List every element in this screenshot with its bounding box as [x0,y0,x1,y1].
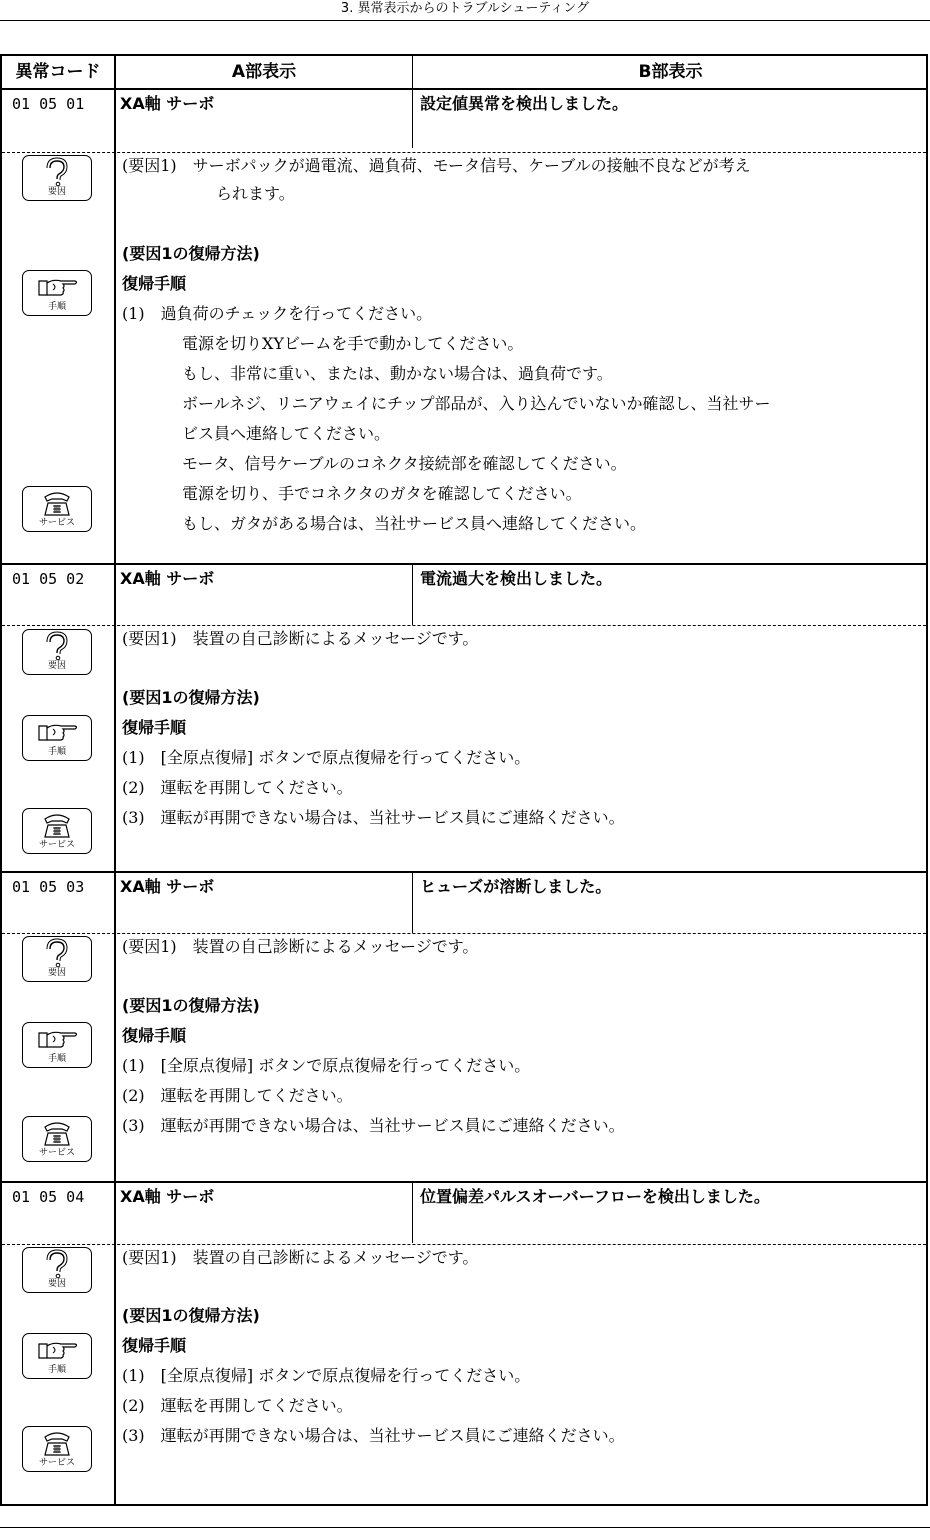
b-display-text: ヒューズが溶断しました。 [420,877,612,896]
row-divider [2,1244,926,1245]
cause-icon [22,1247,92,1293]
row-divider [2,563,926,565]
b-display-text: 電流過大を検出しました。 [420,569,613,588]
cause-icon-label: 要因 [47,1279,66,1289]
cause-icon-label: 要因 [47,187,66,197]
row-divider [2,1181,926,1183]
procedure-heading: 復帰手順 [122,274,187,293]
service-icon [22,486,92,532]
column-divider [114,56,116,1506]
recovery-heading: (要因1の復帰方法) [122,1306,260,1325]
recovery-heading: (要因1の復帰方法) [122,688,260,707]
recovery-heading: (要因1の復帰方法) [122,996,260,1015]
header-b-display: B部表示 [638,62,703,82]
procedure-step: (1) [全原点復帰] ボタンで原点復帰を行ってください。 [122,748,531,767]
cause-icon-label: 要因 [47,968,66,978]
service-icon-label: サービス [38,1148,75,1158]
column-divider [412,56,413,90]
procedure-step: (2) 運転を再開してください。 [122,1086,353,1105]
page-header [0,0,930,21]
procedure-detail: ビス員へ連絡してください。 [182,424,391,443]
b-display-text: 設定値異常を検出しました。 [420,94,629,113]
procedure-step: (1) 過負荷のチェックを行ってください。 [122,304,433,323]
procedure-icon-label: 手順 [47,747,66,757]
procedure-heading: 復帰手順 [122,718,187,737]
cause-text: られます。 [216,184,295,203]
cause-text: (要因1) 装置の自己診断によるメッセージです。 [122,1248,479,1267]
service-icon-label: サービス [38,840,75,850]
a-display-text: XA軸 サーボ [120,569,215,588]
error-code: 01 05 02 [12,570,85,588]
procedure-detail: もし、ガタがある場合は、当社サービス員へ連絡してください。 [182,514,647,533]
service-icon-label: サービス [38,1458,75,1468]
b-display-text: 位置偏差パルスオーバーフローを検出しました。 [420,1187,770,1206]
procedure-detail: モータ、信号ケーブルのコネクタ接続部を確認してください。 [182,454,627,473]
table-header-row [2,56,926,90]
procedure-step: (3) 運転が再開できない場合は、当社サービス員にご連絡ください。 [122,808,625,827]
column-divider [412,565,413,625]
procedure-detail: もし、非常に重い、または、動かない場合は、過負荷です。 [182,364,613,383]
row-divider [2,625,926,626]
cause-icon [22,155,92,201]
cause-icon-label: 要因 [47,661,66,671]
service-icon [22,1426,92,1472]
procedure-detail: ボールネジ、リニアウェイにチップ部品が、入り込んでいないか確認し、当社サー [182,394,771,413]
column-divider [412,1183,413,1243]
error-code: 01 05 03 [12,878,85,896]
procedure-step: (1) [全原点復帰] ボタンで原点復帰を行ってください。 [122,1366,531,1385]
cause-text: (要因1) 装置の自己診断によるメッセージです。 [122,629,479,648]
a-display-text: XA軸 サーボ [120,877,215,896]
procedure-icon [22,1333,92,1379]
procedure-icon [22,715,92,761]
procedure-step: (1) [全原点復帰] ボタンで原点復帰を行ってください。 [122,1056,531,1075]
row-divider [2,871,926,873]
procedure-detail: 電源を切り、手でコネクタのガタを確認してください。 [182,484,582,503]
procedure-heading: 復帰手順 [122,1026,187,1045]
column-divider [412,90,413,148]
a-display-text: XA軸 サーボ [120,94,215,113]
footer-rule [0,1527,930,1528]
cause-icon [22,936,92,982]
procedure-icon [22,1022,92,1068]
error-code: 01 05 01 [12,95,85,113]
procedure-step: (2) 運転を再開してください。 [122,1396,353,1415]
row-divider [2,933,926,934]
service-icon [22,1116,92,1162]
procedure-step: (3) 運転が再開できない場合は、当社サービス員にご連絡ください。 [122,1426,625,1445]
procedure-detail: 電源を切りXYビームを手で動かしてください。 [182,334,524,353]
header-a-display: A部表示 [231,62,297,82]
a-display-text: XA軸 サーボ [120,1187,215,1206]
procedure-step: (2) 運転を再開してください。 [122,778,353,797]
recovery-heading: (要因1の復帰方法) [122,244,260,263]
procedure-icon-label: 手順 [47,1054,66,1064]
procedure-step: (3) 運転が再開できない場合は、当社サービス員にご連絡ください。 [122,1116,625,1135]
procedure-heading: 復帰手順 [122,1336,187,1355]
row-divider [2,152,926,153]
service-icon [22,808,92,854]
error-code-table [0,54,928,1506]
section-title: 3. 異常表示からのトラブルシューティング [340,1,590,16]
column-divider [412,873,413,933]
cause-text: (要因1) 装置の自己診断によるメッセージです。 [122,937,479,956]
cause-icon [22,629,92,675]
procedure-icon-label: 手順 [47,1365,66,1375]
error-code: 01 05 04 [12,1188,85,1206]
cause-text: (要因1) サーボパックが過電流、過負荷、モータ信号、ケーブルの接触不良などが考え [122,156,751,175]
header-code: 異常コード [15,62,101,82]
service-icon-label: サービス [38,518,75,528]
procedure-icon [22,270,92,316]
procedure-icon-label: 手順 [47,302,66,312]
